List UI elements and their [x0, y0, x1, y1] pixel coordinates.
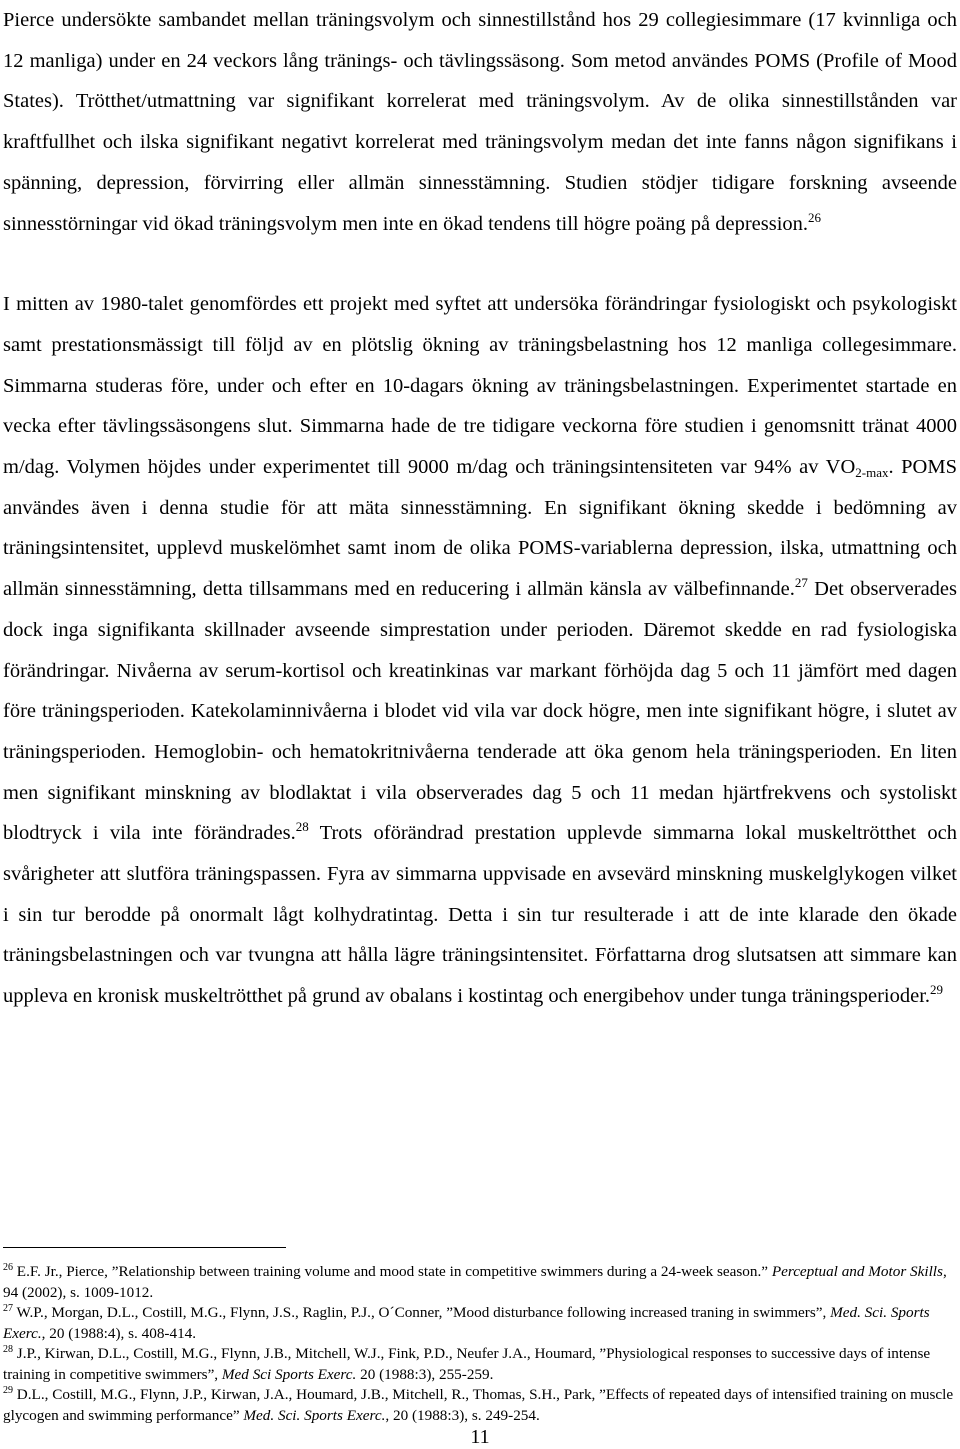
- footnote-journal: Med. Sci. Sports Exerc.: [243, 1406, 386, 1424]
- body-text: [3, 0, 957, 1017]
- footnote-journal: Med Sci Sports Exerc.: [221, 1365, 357, 1383]
- footnote-journal: Med. Sci. Sports Exerc.: [3, 1304, 930, 1342]
- footnote-ref-27[interactable]: 27: [794, 575, 808, 591]
- footnote-text-end: 20 (1988:3), 255-259.: [356, 1365, 494, 1383]
- footnote-text: E.F. Jr., Pierce, ”Relationship between training volume and mood state in competitive swimmers during a 24-week season.”: [13, 1263, 772, 1280]
- footnote-number: 26: [3, 1262, 13, 1273]
- vo2max-subscript: 2-max: [855, 465, 889, 481]
- paragraph-text-part2: . POMS användes även i denna studie för att mäta sinnesstämning. En signifikant ökning skedde i bedömning av träningsintensitet, upplevd muskelömhet samt inom de olika POMS-variablerna depression, ilska, utmattning och allmän sinnesstämning, detta tillsammans med en reducering i allmän känsla av välbefinnande.: [3, 456, 957, 601]
- footnote-ref-28[interactable]: 28: [295, 819, 309, 835]
- paragraph-text-part1: I mitten av 1980-talet genomfördes ett projekt med syftet att undersöka förändringar fysiologiskt och psykologiskt samt prestationsmässigt till följd av en plötslig ökning av träningsbelastning hos 12 manliga collegesimmare. Simmarna studeras före, under och efter en 10-dagars ökning av träningsbelastningen. Experimentet startade en vecka efter tävlingssäsongens slut. Simmarna hade de tre tidigare veckorna före studien i genomsnitt tränat 4000 m/dag. Volymen höjdes under experimentet till 9000 m/dag och träningsintensiteten var 94% av VO: [3, 293, 957, 479]
- footnote-text: D.L., Costill, M.G., Flynn, J.P., Kirwan, J.A., Houmard, J.B., Mitchell, R., Thomas, S.H., Park, ”Effects of repeated days of intensified training on muscle glycogen and swimming performance”: [3, 1386, 954, 1424]
- footnote-number: 29: [3, 1385, 13, 1396]
- paragraph-costill-study: [3, 284, 957, 1017]
- footnote-text-end: , 20 (1988:4), s. 408-414.: [41, 1324, 197, 1342]
- paragraph-text-part3: Det observerades dock inga signifikanta skillnader avseende simprestation under perioden. Däremot skedde en rad fysiologiska förändringar. Nivåerna av serum-kortisol och kreatinkinas var markant förhöjda dag 5 och 11 jämfört med dagen före träningsperioden. Katekolaminnivåerna i blodet vid vila var dock högre, men inte signifikant högre, i slutet av träningsperioden. Hemoglobin- och hematokritnivåerna tenderade att öka genom hela träningsperioden. En liten men signifikant minskning av blodlaktat i vila observerades dag 5 och 11 medan hjärtfrekvens och systoliskt blodtryck i vila inte förändrades.: [3, 578, 958, 845]
- footnote-journal: Perceptual and Motor Skills: [771, 1263, 943, 1280]
- footnote-29: [3, 1385, 957, 1426]
- footnote-26: [3, 1262, 957, 1303]
- page-number: 11: [470, 1426, 490, 1448]
- footnote-text-end: , 20 (1988:3), s. 249-254.: [385, 1406, 540, 1424]
- footnotes: [3, 1262, 957, 1426]
- footnote-27: [3, 1303, 957, 1344]
- paragraph-pierce-study: [3, 0, 957, 244]
- footnote-text-end: , 94 (2002), s. 1009-1012.: [3, 1263, 947, 1301]
- paragraph-text-part4: Trots oförändrad prestation upplevde simmarna lokal muskeltrötthet och svårigheter att slutföra träningspassen. Fyra av simmarna uppvisade en avsevärd minskning muskelglykogen vilket i sin tur berodde på onormalt lågt kolhydratintag. Detta i sin tur resulterade i att de inte klarade den ökade träningsbelastningen och var tvungna att hålla lägre träningsintensitet. Författarna drog slutsatsen att simmare kan uppleva en kronisk muskeltrötthet på grund av obalans i kostintag och energibehov under tunga träningsperioder.: [3, 822, 957, 1008]
- footnote-ref-29[interactable]: 29: [930, 982, 944, 998]
- footnote-text: J.P., Kirwan, D.L., Costill, M.G., Flynn, J.B., Mitchell, W.J., Fink, P.D., Neufer J.A., Houmard, ”Physiological responses to successive days of intense training in competitive swimmers”,: [3, 1345, 931, 1383]
- footnote-separator: [3, 1247, 286, 1248]
- footnote-text: W.P., Morgan, D.L., Costill, M.G., Flynn, J.S., Raglin, P.J., O´Conner, ”Mood disturbance following increased traning in swimmers”,: [13, 1304, 831, 1321]
- footnote-ref-26[interactable]: 26: [808, 209, 822, 225]
- footnote-28: [3, 1344, 957, 1385]
- footnote-number: 27: [3, 1303, 13, 1314]
- paragraph-text: Pierce undersökte sambandet mellan träningsvolym och sinnestillstånd hos 29 collegiesimmare (17 kvinnliga och 12 manliga) under en 24 veckors lång tränings- och tävlingssäsong. Som metod användes POMS (Profile of Mood States). Trötthet/utmattning var signifikant korrelerat med träningsvolym. Av de olika sinnestillstånden var kraftfullhet och ilska signifikant negativt korrelerat med träningsvolym medan det inte fanns någon signifikans i spänning, depression, förvirring eller allmän sinnesstämning. Studien stödjer tidigare forskning avseende sinnesstörningar vid ökad träningsvolym men inte en ökad tendens till högre poäng på depression.: [3, 9, 957, 235]
- footnote-number: 28: [3, 1344, 13, 1355]
